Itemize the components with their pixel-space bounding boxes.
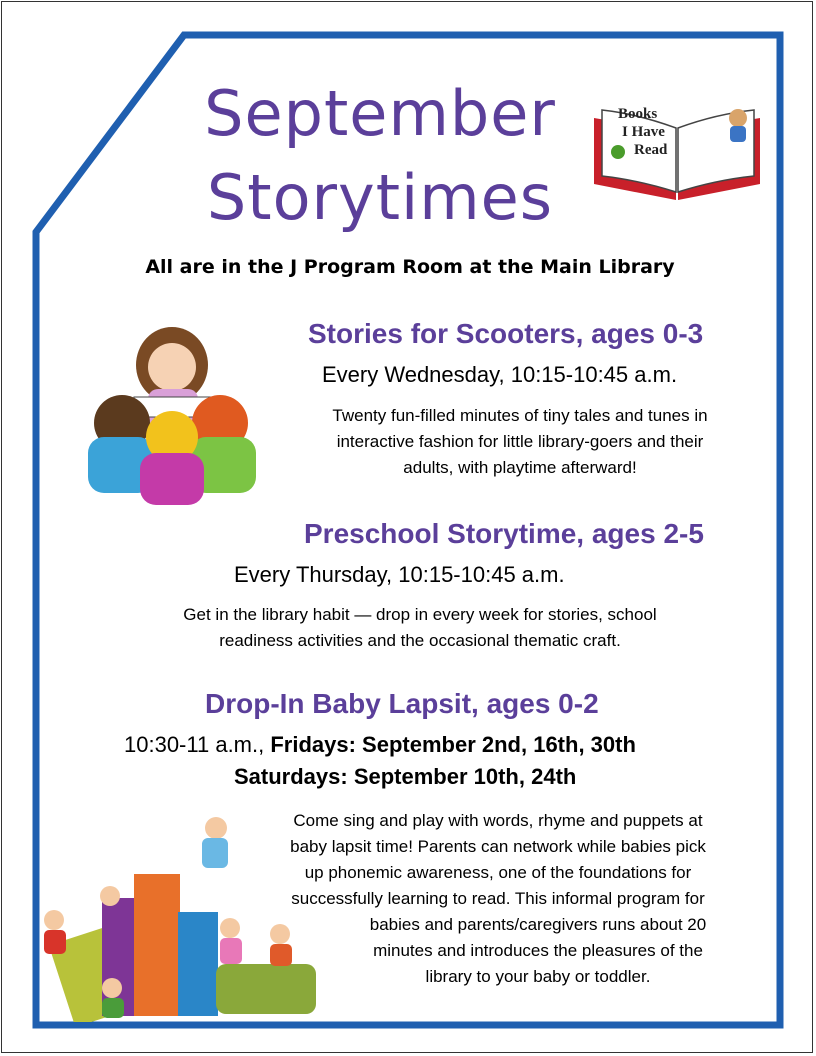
description-line: up phonemic awareness, one of the foundations for (304, 863, 692, 882)
title-line-2: Storytimes (206, 161, 554, 234)
open-book-clipart (588, 88, 768, 208)
program-description-preschool (110, 602, 730, 654)
schedule-saturdays: Saturdays: September 10th, 24th (234, 764, 577, 789)
description-line: interactive fashion for little library-goers and their (336, 432, 704, 451)
description-line: successfully learning to read. This informal program for (291, 889, 705, 908)
program-description-scooters (290, 403, 750, 481)
program-description-lapsit (240, 808, 756, 990)
badge-text-2: I Have (622, 124, 665, 140)
program-heading-lapsit: Drop-In Baby Lapsit, ages 0-2 (205, 688, 599, 719)
description-line: Twenty fun-filled minutes of tiny tales and tunes in (332, 406, 708, 425)
description-line: minutes and introduces the pleasures of the (373, 941, 703, 960)
description-line: Come sing and play with words, rhyme and puppets at (293, 811, 703, 830)
storytime-children-clipart (70, 325, 280, 515)
title-line-1: September (204, 77, 556, 150)
program-schedule-scooters: Every Wednesday, 10:15-10:45 a.m. (322, 362, 678, 387)
description-line: baby lapsit time! Parents can network while babies pick (290, 837, 706, 856)
description-line: Get in the library habit — drop in every week for stories, school (183, 605, 657, 624)
schedule-time: 10:30-11 a.m., (124, 732, 265, 757)
program-schedule-preschool: Every Thursday, 10:15-10:45 a.m. (234, 562, 565, 587)
schedule-fridays: Fridays: September 2nd, 16th, 30th (270, 732, 636, 757)
badge-text-3: Read (634, 142, 668, 158)
location-note: All are in the J Program Room at the Main Library (145, 256, 675, 278)
description-line: babies and parents/caregivers runs about 20 (369, 915, 707, 934)
program-heading-preschool: Preschool Storytime, ages 2-5 (304, 518, 704, 549)
program-schedule-lapsit (124, 732, 636, 758)
description-line: readiness activities and the occasional thematic craft. (219, 631, 621, 650)
description-line: library to your baby or toddler. (425, 967, 651, 986)
description-line: adults, with playtime afterward! (403, 458, 637, 477)
badge-text-1: Books (618, 106, 658, 122)
program-heading-scooters: Stories for Scooters, ages 0-3 (308, 318, 704, 349)
